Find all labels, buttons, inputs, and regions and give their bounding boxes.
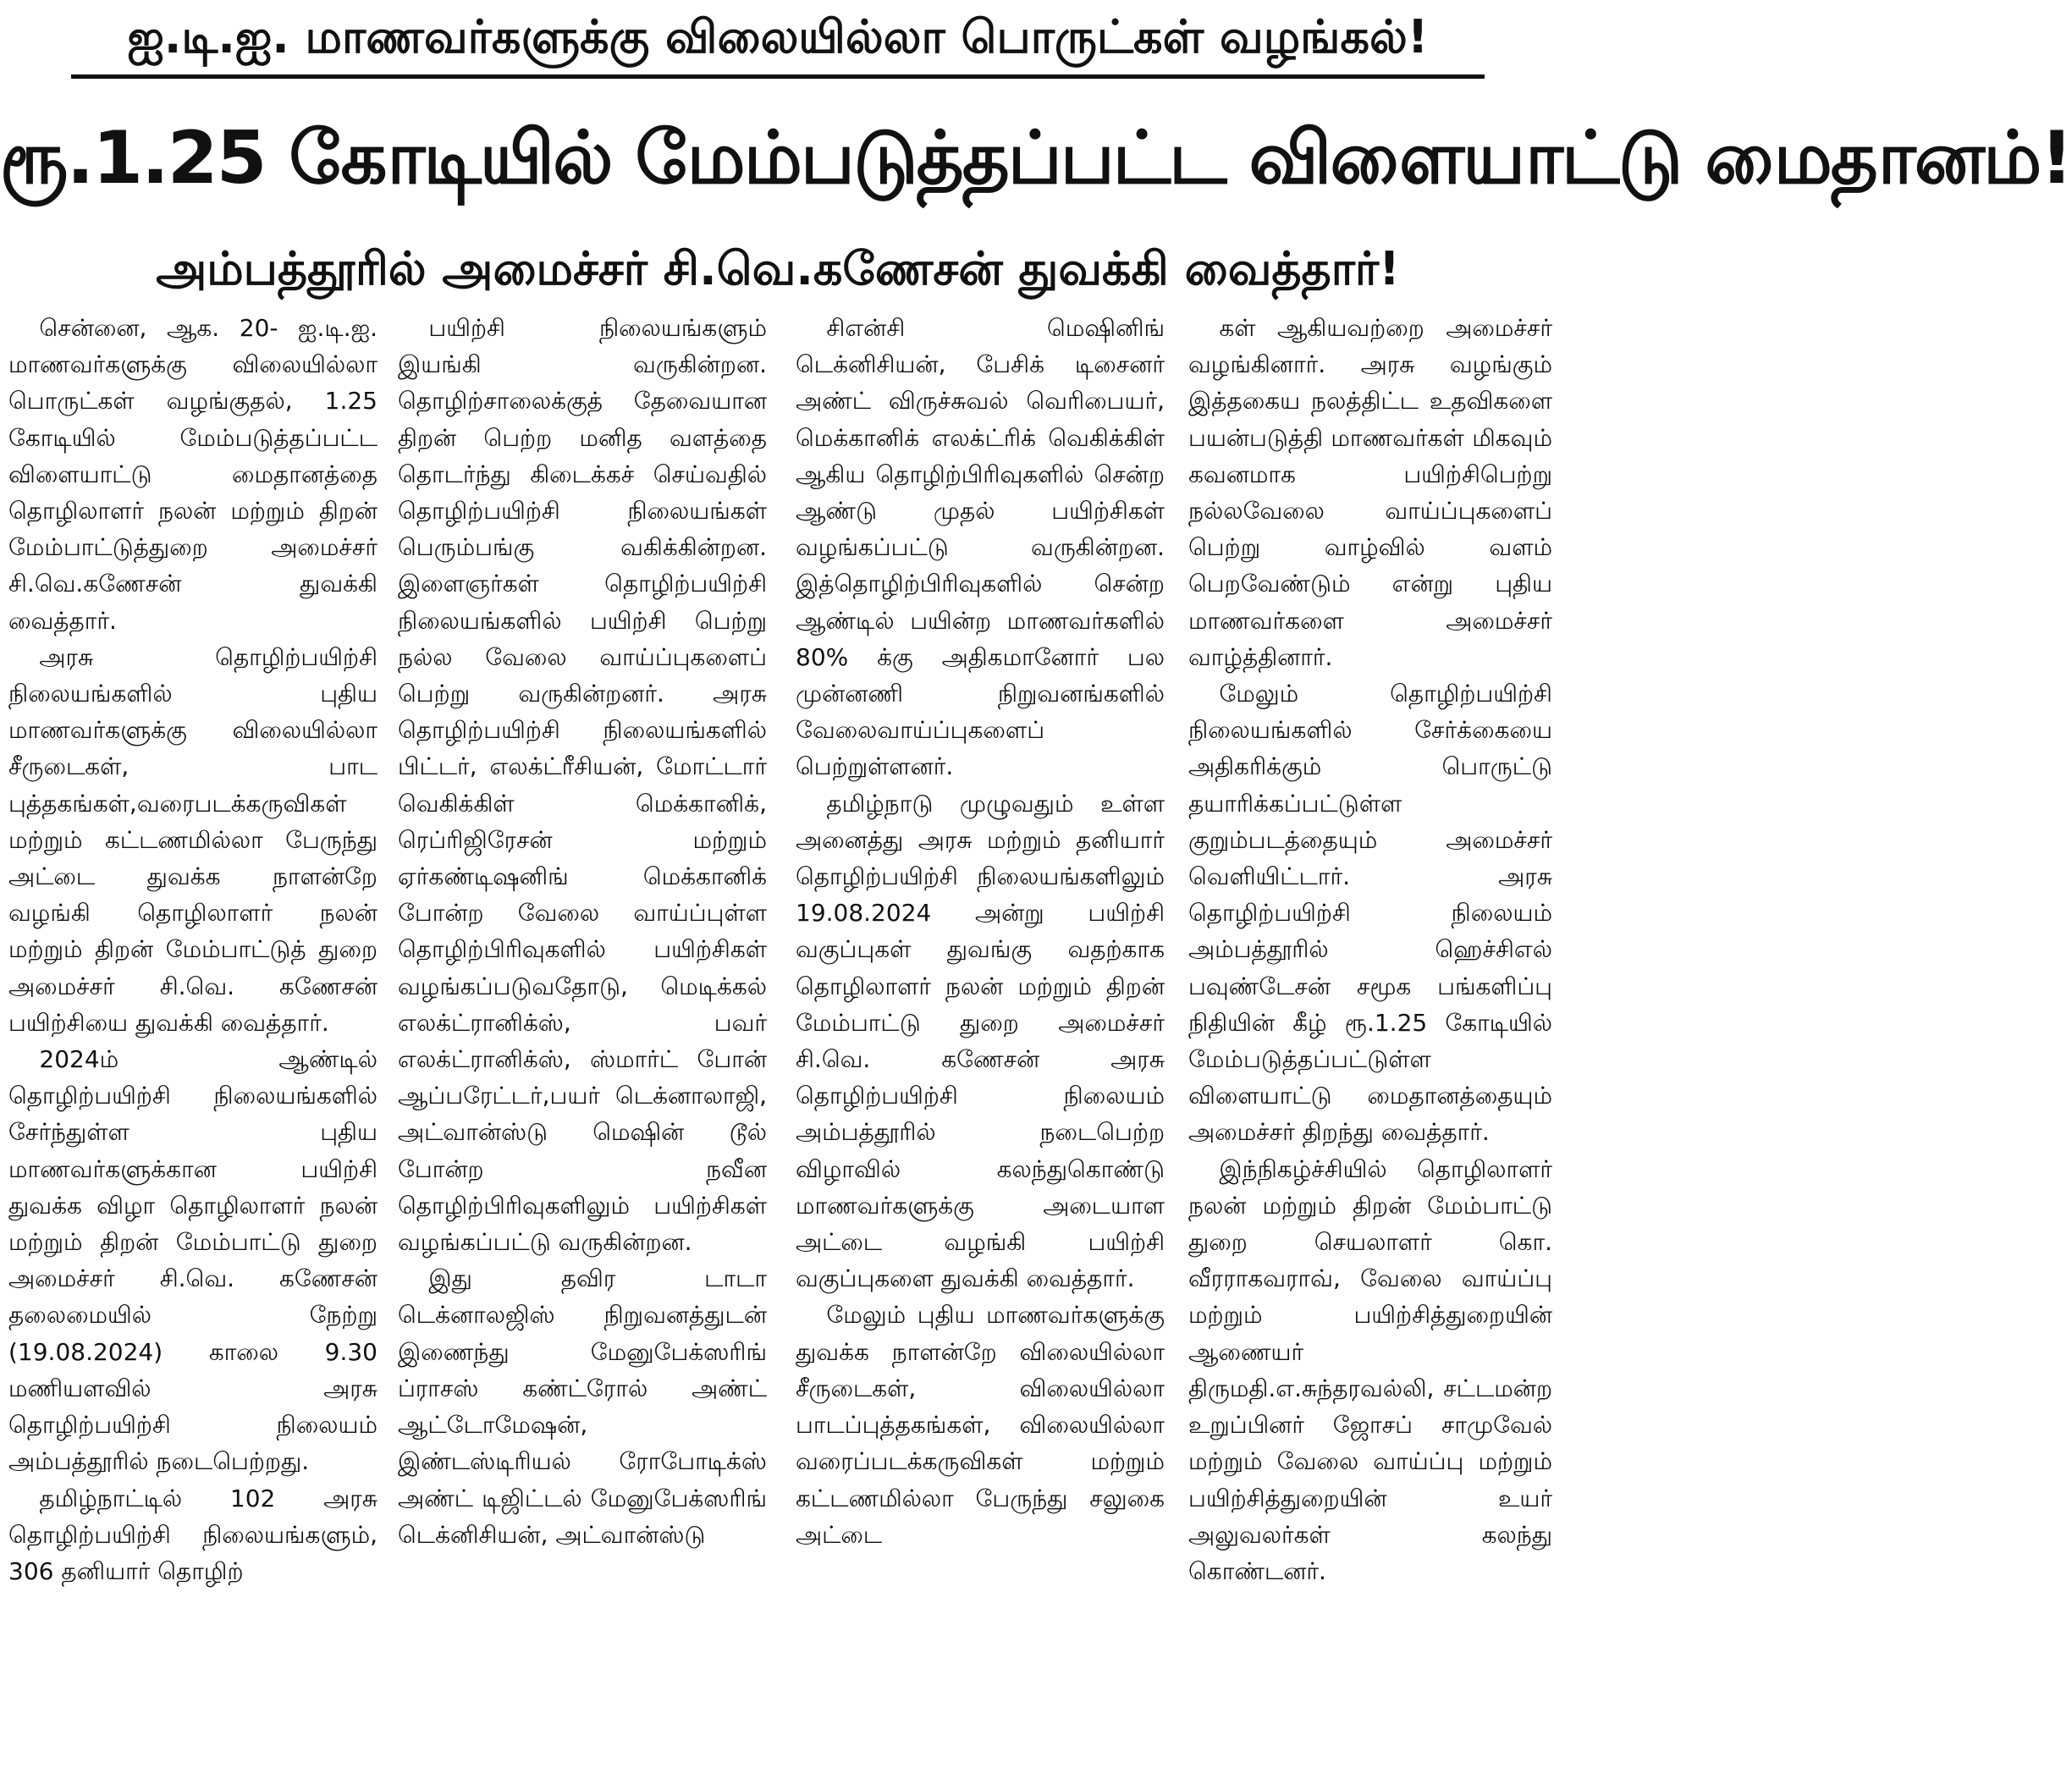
paragraph: கள் ஆகியவற்றை அமைச்சர் வழங்கினார். அரசு வழங்கும் இத்தகைய நலத்திட்ட உதவிகளை பயன்படுத்தி மாணவர்கள் மிகவும் கவனமாக பயிற்சிபெற்று நல்லவேலை வாய்ப்புகளைப் பெற்று வாழ்வில் வளம் பெறவேண்டும் என்று புதிய மாணவர்களை அமைச்சர் வாழ்த்தினார். bbox=[1188, 314, 1552, 671]
paragraph: தமிழ்நாட்டில் 102 அரசு தொழிற்பயிற்சி நிலையங்களும், 306 தனியார் தொழிற் bbox=[8, 1484, 377, 1585]
paragraph: 2024ம் ஆண்டில் தொழிற்பயிற்சி நிலையங்களில் சேர்ந்துள்ள புதிய மாணவர்களுக்கான பயிற்சி துவக்க விழா தொழிலாளர் நலன் மற்றும் திறன் மேம்பாட்டு துறை அமைச்சர் சி.வெ. கணேசன் தலைமையில் நேற்று (19.08.2024) காலை 9.30 மணியளவில் அரசு தொழிற்பயிற்சி நிலையம் அம்பத்தூரில் நடைபெற்றது. bbox=[8, 1045, 377, 1476]
article-column-3 bbox=[796, 310, 1165, 1772]
sub-headline: அம்பத்தூரில் அமைச்சர் சி.வெ.கணேசன் துவக்கி வைத்தார்! bbox=[156, 242, 1400, 295]
paragraph: தமிழ்நாடு முழுவதும் உள்ள அனைத்து அரசு மற்றும் தனியார் தொழிற்பயிற்சி நிலையங்களிலும் 19.08.2024 அன்று பயிற்சி வகுப்புகள் துவங்கு வதற்காக தொழிலாளர் நலன் மற்றும் திறன் மேம்பாட்டு துறை அமைச்சர் சி.வெ. கணேசன் அரசு தொழிற்பயிற்சி நிலையம் அம்பத்தூரில் நடைபெற்ற விழாவில் கலந்துகொண்டு மாணவர்களுக்கு அடையாள அட்டை வழங்கி பயிற்சி வகுப்புகளை துவக்கி வைத்தார். bbox=[796, 789, 1165, 1293]
paragraph: அரசு தொழிற்பயிற்சி நிலையங்களில் புதிய மாணவர்களுக்கு விலையில்லா சீருடைகள், பாட புத்தகங்கள்,வரைபடக்கருவிகள் மற்றும் கட்டணமில்லா பேருந்து அட்டை துவக்க நாளன்றே வழங்கி தொழிலாளர் நலன் மற்றும் திறன் மேம்பாட்டுத் துறை அமைச்சர் சி.வெ. கணேசன் பயிற்சியை துவக்கி வைத்தார். bbox=[8, 642, 377, 1037]
paragraph: இந்நிகழ்ச்சியில் தொழிலாளர் நலன் மற்றும் திறன் மேம்பாட்டு துறை செயலாளர் கொ. வீரராகவராவ், வேலை வாய்ப்பு மற்றும் பயிற்சித்துறையின் ஆணையர் திருமதி.எ.சுந்தரவல்லி, சட்டமன்ற உறுப்பினர் ஜோசப் சாமுவேல் மற்றும் வேலை வாய்ப்பு மற்றும் பயிற்சித்துறையின் உயர் அலுவலர்கள் கலந்து கொண்டனர். bbox=[1188, 1154, 1552, 1585]
article-column-4 bbox=[1188, 310, 1552, 1772]
article-column-2 bbox=[398, 310, 767, 1772]
paragraph: மேலும் தொழிற்பயிற்சி நிலையங்களில் சேர்க்கையை அதிகரிக்கும் பொருட்டு தயாரிக்கப்பட்டுள்ள குறும்படத்தையும் அமைச்சர் வெளியிட்டார். அரசு தொழிற்பயிற்சி நிலையம் அம்பத்தூரில் ஹெச்சிஎல் பவுண்டேசன் சமூக பங்களிப்பு நிதியின் கீழ் ரூ.1.25 கோடியில் மேம்படுத்தப்பட்டுள்ள விளையாட்டு மைதானத்தையும் அமைச்சர் திறந்து வைத்தார். bbox=[1188, 680, 1552, 1147]
kicker-underline-rule bbox=[71, 74, 1485, 79]
paragraph: சென்னை, ஆக. 20- ஐ.டி.ஐ. மாணவர்களுக்கு விலையில்லா பொருட்கள் வழங்குதல், 1.25 கோடியில் மேம்படுத்தப்பட்ட விளையாட்டு மைதானத்தை தொழிலாளர் நலன் மற்றும் திறன் மேம்பாட்டுத்துறை அமைச்சர் சி.வெ.கணேசன் துவக்கி வைத்தார். bbox=[8, 314, 377, 635]
paragraph: சிஎன்சி மெஷினிங் டெக்னிசியன், பேசிக் டிசைனர் அண்ட் விருச்சுவல் வெரிபையர், மெக்கானிக் எலக்ட்ரிக் வெகிக்கிள் ஆகிய தொழிற்பிரிவுகளில் சென்ற ஆண்டு முதல் பயிற்சிகள் வழங்கப்பட்டு வருகின்றன. இத்தொழிற்பிரிவுகளில் சென்ற ஆண்டில் பயின்ற மாணவர்களில் 80% க்கு அதிகமானோர் பல முன்னணி நிறுவனங்களில் வேலைவாய்ப்புகளைப் பெற்றுள்ளனர். bbox=[796, 314, 1165, 781]
kicker-headline: ஐ.டி.ஐ. மாணவர்களுக்கு விலையில்லா பொருட்கள் வழங்கல்! bbox=[127, 10, 1429, 63]
paragraph: இது தவிர டாடா டெக்னாலஜிஸ் நிறுவனத்துடன் இணைந்து மேனுபேக்ஸரிங் ப்ராசஸ் கண்ட்ரோல் அண்ட் ஆட்டோமேஷன், இண்டஸ்டிரியல் ரோபோடிக்ஸ் அண்ட் டிஜிட்டல் மேனுபேக்ஸரிங் டெக்னிசியன், அட்வான்ஸ்டு bbox=[398, 1264, 767, 1549]
paragraph: மேலும் புதிய மாணவர்களுக்கு துவக்க நாளன்றே விலையில்லா சீருடைகள், விலையில்லா பாடப்புத்தகங்கள், விலையில்லா வரைப்படக்கருவிகள் மற்றும் கட்டணமில்லா பேருந்து சலுகை அட்டை bbox=[796, 1301, 1165, 1549]
main-headline: ரூ.1.25 கோடியில் மேம்படுத்தப்பட்ட விளையாட்டு மைதானம்! bbox=[0, 116, 2072, 201]
article-column-1 bbox=[8, 310, 377, 1772]
paragraph: பயிற்சி நிலையங்களும் இயங்கி வருகின்றன. தொழிற்சாலைக்குத் தேவையான திறன் பெற்ற மனித வளத்தை தொடர்ந்து கிடைக்கச் செய்வதில் தொழிற்பயிற்சி நிலையங்கள் பெரும்பங்கு வகிக்கின்றன. இளைஞர்கள் தொழிற்பயிற்சி நிலையங்களில் பயிற்சி பெற்று நல்ல வேலை வாய்ப்புகளைப் பெற்று வருகின்றனர். அரசு தொழிற்பயிற்சி நிலையங்களில் பிட்டர், எலக்ட்ரீசியன், மோட்டார் வெகிக்கிள் மெக்கானிக், ரெப்ரிஜிரேசன் மற்றும் ஏர்கண்டிஷனிங் மெக்கானிக் போன்ற வேலை வாய்ப்புள்ள தொழிற்பிரிவுகளில் பயிற்சிகள் வழங்கப்படுவதோடு, மெடிக்கல் எலக்ட்ரானிக்ஸ், பவர் எலக்ட்ரானிக்ஸ், ஸ்மார்ட் போன் ஆப்பரேட்டர்,பயர் டெக்னாலாஜி, அட்வான்ஸ்டு மெஷின் டூல் போன்ற நவீன தொழிற்பிரிவுகளிலும் பயிற்சிகள் வழங்கப்பட்டு வருகின்றன. bbox=[398, 314, 767, 1257]
